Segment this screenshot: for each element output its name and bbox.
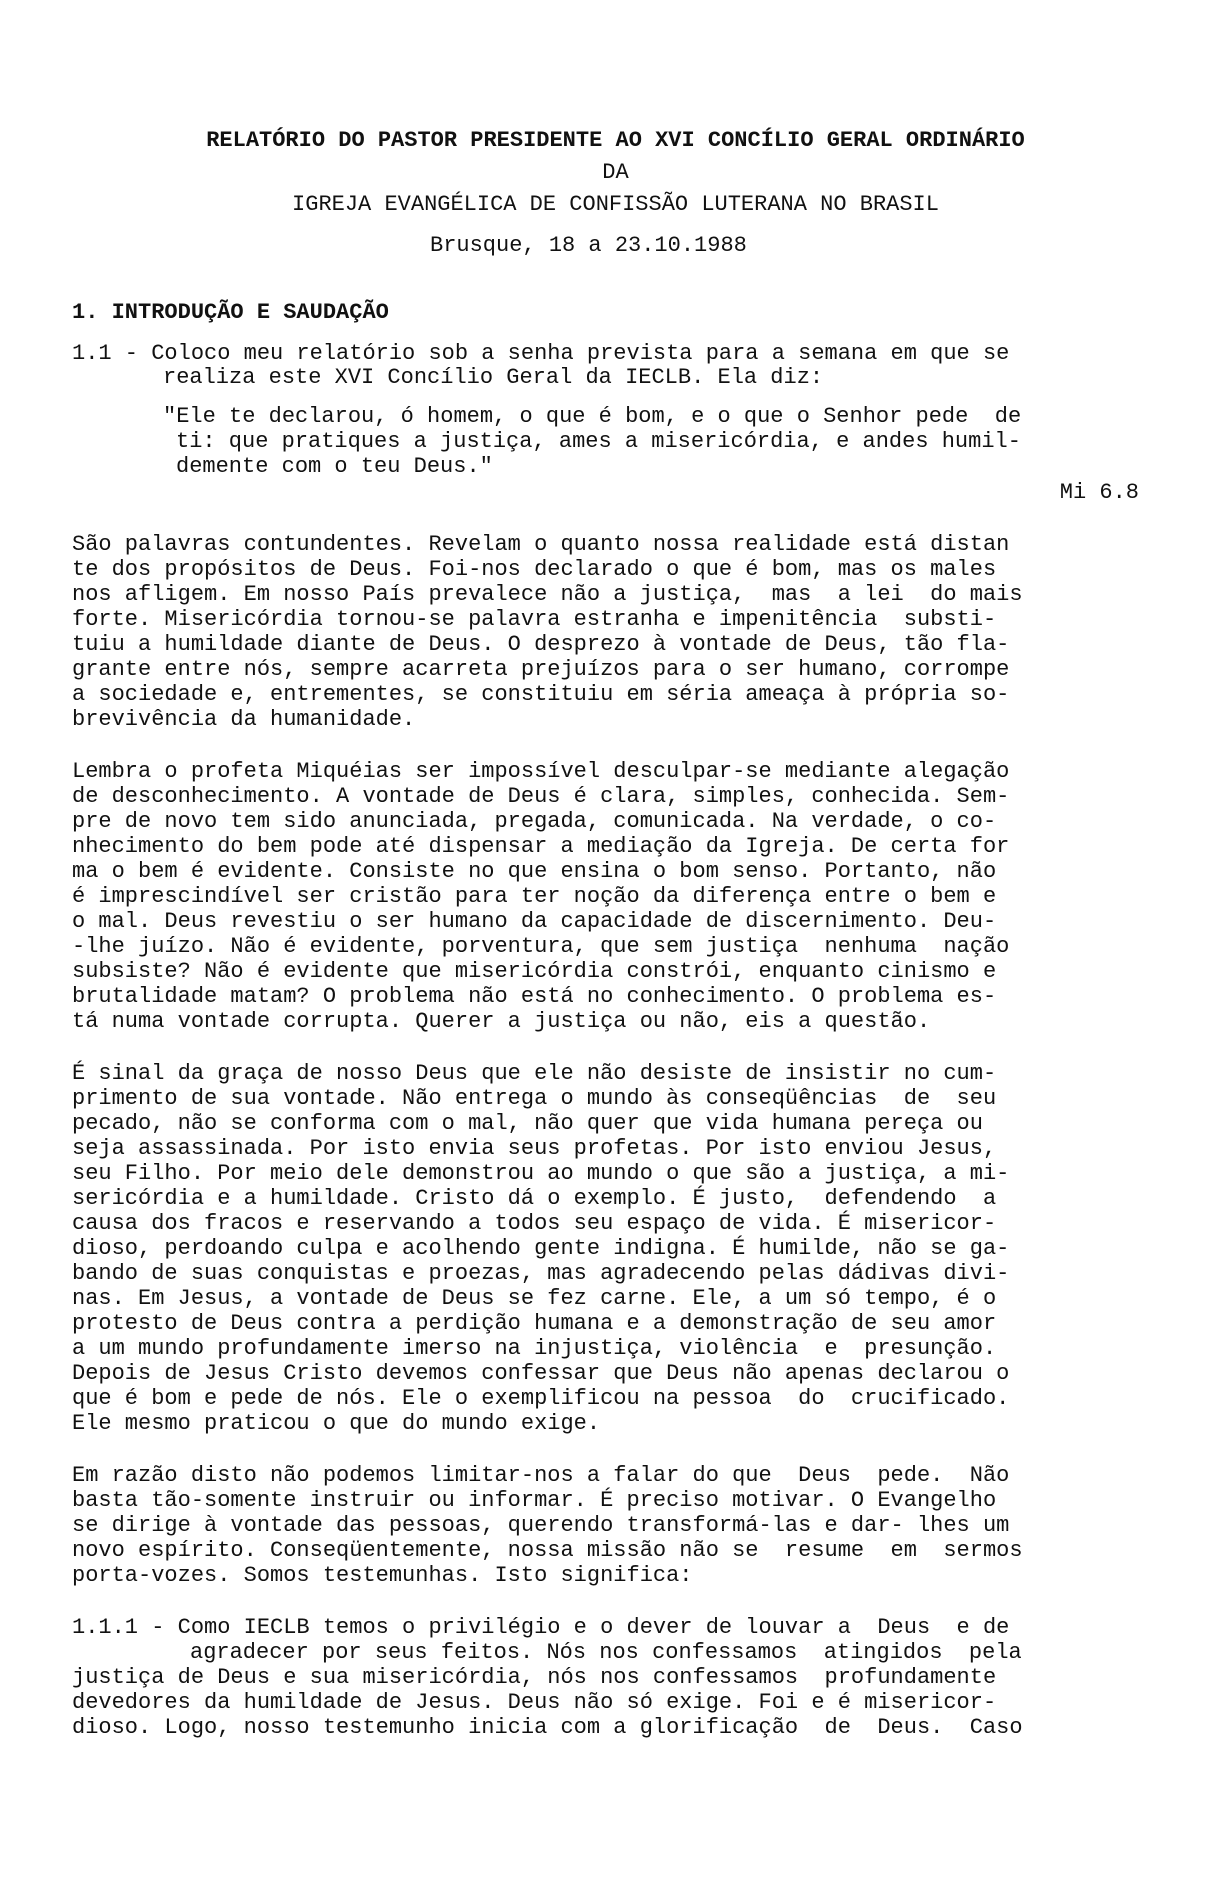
paragraph-line: É sinal da graça de nosso Deus que ele não desiste de insistir no cum-	[72, 1061, 997, 1086]
paragraph-line: o mal. Deus revestiu o ser humano da capacidade de discernimento. Deu-	[72, 909, 997, 934]
paragraph-line: subsiste? Não é evidente que misericórdia constrói, enquanto cinismo e	[72, 959, 997, 984]
paragraph-line: Ele mesmo praticou o que do mundo exige.	[72, 1411, 601, 1436]
paragraph-line: te dos propósitos de Deus. Foi-nos declarado o que é bom, mas os males	[72, 557, 997, 582]
paragraph-line: -lhe juízo. Não é evidente, porventura, que sem justiça nenhuma nação	[72, 934, 1010, 959]
paragraph-line: brevivência da humanidade.	[72, 707, 416, 732]
paragraph-line: dioso, perdoando culpa e acolhendo gente indigna. É humilde, não se ga-	[72, 1236, 1010, 1261]
place-date: Brusque, 18 a 23.10.1988	[430, 233, 747, 258]
paragraph-line: bando de suas conquistas e proezas, mas agradecendo pelas dádivas divi-	[72, 1261, 1010, 1286]
item-line: 1.1.1 - Como IECLB temos o privilégio e o dever de louvar a Deus e de	[72, 1615, 1010, 1640]
paragraph-line: sericórdia e a humildade. Cristo dá o exemplo. É justo, defendendo a	[72, 1186, 997, 1211]
paragraph-1-1-line-2: realiza este XVI Concílio Geral da IECLB. Ela diz:	[163, 365, 824, 390]
paragraph-line: seja assassinada. Por isto envia seus profetas. Por isto enviou Jesus,	[72, 1136, 997, 1161]
paragraph-line: São palavras contundentes. Revelam o quanto nossa realidade está distan	[72, 532, 1010, 557]
paragraph-line: nhecimento do bem pode até dispensar a mediação da Igreja. De certa for	[72, 834, 1010, 859]
item-line: devedores da humildade de Jesus. Deus não só exige. Foi e é misericor-	[72, 1690, 997, 1715]
paragraph-line: a um mundo profundamente imerso na injustiça, violência e presunção.	[72, 1336, 997, 1361]
quote-line-2: ti: que pratiques a justiça, ames a misericórdia, e andes humil-	[176, 429, 1021, 454]
paragraph-line: primento de sua vontade. Não entrega o mundo às conseqüências de seu	[72, 1086, 997, 1111]
paragraph-line: Depois de Jesus Cristo devemos confessar que Deus não apenas declarou o	[72, 1361, 1010, 1386]
paragraph-line: se dirige à vontade das pessoas, querendo transformá-las e dar- lhes um	[72, 1513, 1010, 1538]
quote-line-3: demente com o teu Deus."	[176, 454, 493, 479]
quote-reference: Mi 6.8	[1059, 480, 1139, 505]
item-line: agradecer por seus feitos. Nós nos confessamos atingidos pela	[190, 1640, 1022, 1665]
paragraph-line: pecado, não se conforma com o mal, não quer que vida humana pereça ou	[72, 1111, 983, 1136]
item-line: dioso. Logo, nosso testemunho inicia com a glorificação de Deus. Caso	[72, 1715, 1023, 1740]
paragraph-line: seu Filho. Por meio dele demonstrou ao mundo o que são a justiça, a mi-	[72, 1161, 1010, 1186]
paragraph-line: nos afligem. Em nosso País prevalece não a justiça, mas a lei do mais	[72, 582, 1023, 607]
paragraph-line: pre de novo tem sido anunciada, pregada, comunicada. Na verdade, o co-	[72, 809, 997, 834]
paragraph-line: tá numa vontade corrupta. Querer a justiça ou não, eis a questão.	[72, 1009, 931, 1034]
paragraph-line: basta tão-somente instruir ou informar. É preciso motivar. O Evangelho	[72, 1488, 997, 1513]
paragraph-line: ma o bem é evidente. Consiste no que ensina o bom senso. Portanto, não	[72, 859, 997, 884]
paragraph-line: nas. Em Jesus, a vontade de Deus se fez carne. Ele, a um só tempo, é o	[72, 1286, 997, 1311]
paragraph-line: porta-vozes. Somos testemunhas. Isto significa:	[72, 1563, 693, 1588]
item-line: justiça de Deus e sua misericórdia, nós nos confessamos profundamente	[72, 1665, 997, 1690]
paragraph-line: brutalidade matam? O problema não está no conhecimento. O problema es-	[72, 984, 997, 1009]
paragraph-1-1-line-1: 1.1 - Coloco meu relatório sob a senha prevista para a semana em que se	[72, 341, 1010, 366]
paragraph-line: a sociedade e, entrementes, se constituiu em séria ameaça à própria so-	[72, 682, 1010, 707]
paragraph-line: protesto de Deus contra a perdição humana e a demonstração de seu amor	[72, 1311, 997, 1336]
section-heading: 1. INTRODUÇÃO E SAUDAÇÃO	[72, 300, 389, 325]
quote-line-1: "Ele te declarou, ó homem, o que é bom, e o que o Senhor pede de	[163, 404, 1022, 429]
paragraph-line: que é bom e pede de nós. Ele o exemplificou na pessoa do crucificado.	[72, 1386, 1010, 1411]
report-title: RELATÓRIO DO PASTOR PRESIDENTE AO XVI CONCÍLIO GERAL ORDINÁRIO	[206, 128, 1025, 153]
paragraph-line: Em razão disto não podemos limitar-nos a falar do que Deus pede. Não	[72, 1463, 1010, 1488]
paragraph-line: grante entre nós, sempre acarreta prejuízos para o ser humano, corrompe	[72, 657, 1010, 682]
church-name: IGREJA EVANGÉLICA DE CONFISSÃO LUTERANA NO BRASIL	[292, 192, 939, 217]
paragraph-line: tuiu a humildade diante de Deus. O desprezo à vontade de Deus, tão fla-	[72, 632, 1010, 657]
paragraph-line: causa dos fracos e reservando a todos seu espaço de vida. É misericor-	[72, 1211, 997, 1236]
paragraph-line: novo espírito. Conseqüentemente, nossa missão não se resume em sermos	[72, 1538, 1023, 1563]
paragraph-line: de desconhecimento. A vontade de Deus é clara, simples, conhecida. Sem-	[72, 784, 1010, 809]
paragraph-line: Lembra o profeta Miquéias ser impossível desculpar-se mediante alegação	[72, 759, 1010, 784]
report-title-da: DA	[602, 160, 629, 185]
paragraph-line: forte. Misericórdia tornou-se palavra estranha e impenitência substi-	[72, 607, 997, 632]
paragraph-line: é imprescindível ser cristão para ter noção da diferença entre o bem e	[72, 884, 997, 909]
